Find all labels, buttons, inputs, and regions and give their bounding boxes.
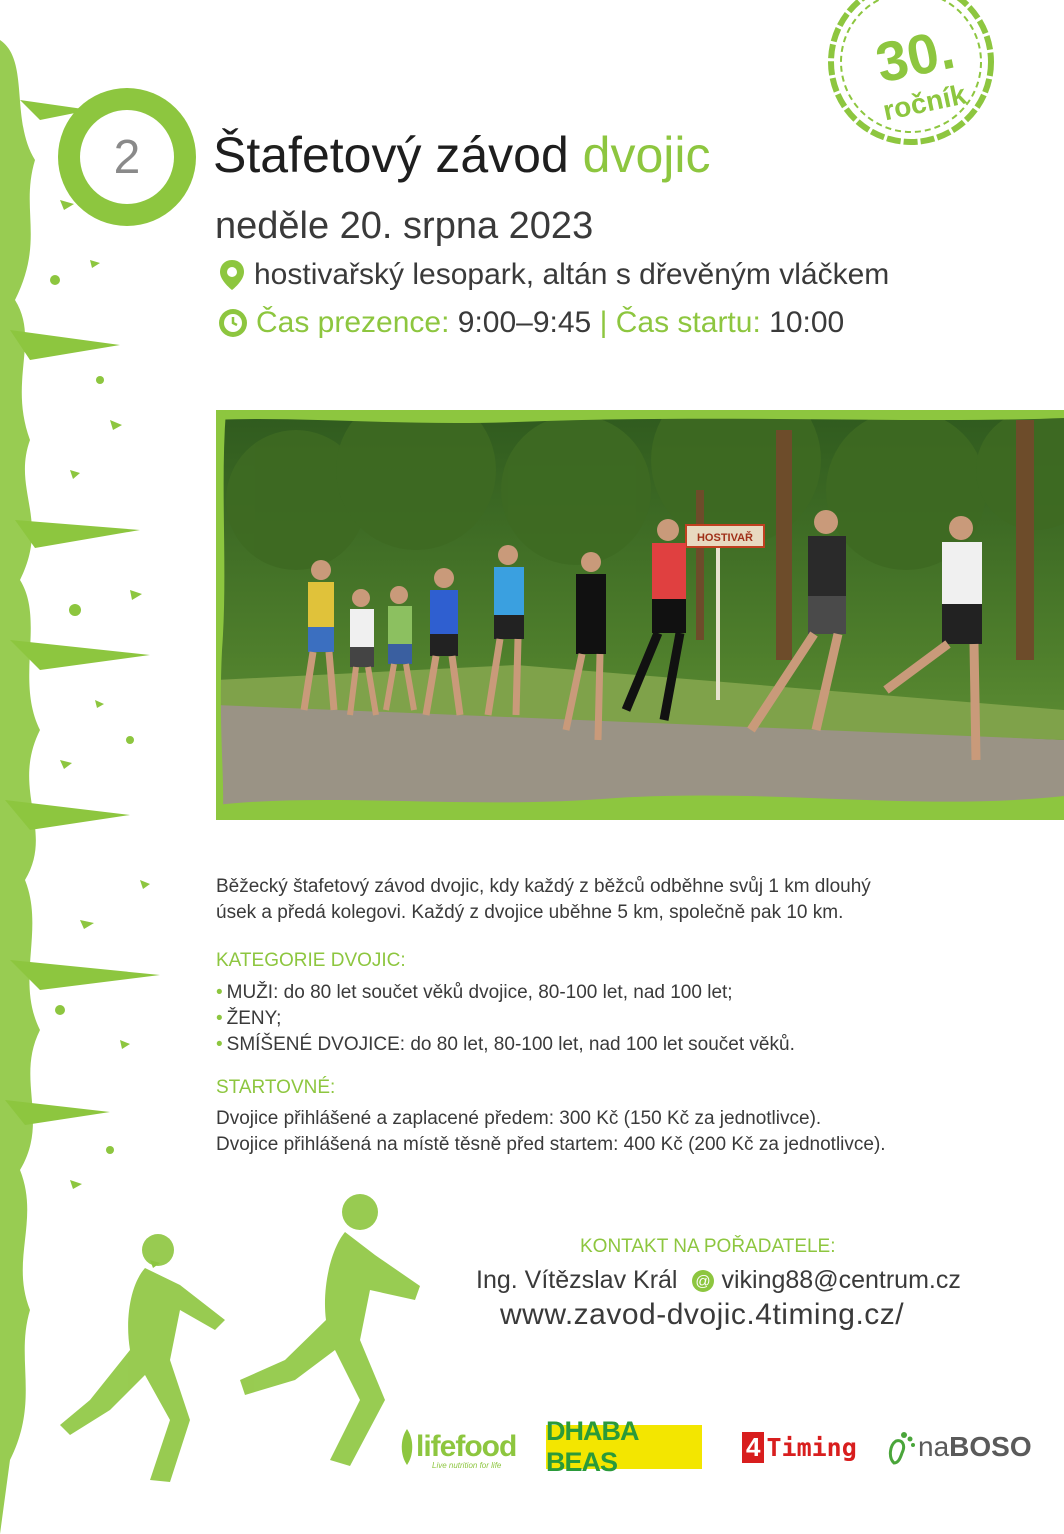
email-at-icon bbox=[691, 1269, 715, 1293]
start-value: 10:00 bbox=[769, 306, 845, 339]
list-item bbox=[216, 1032, 795, 1058]
event-date: neděle 20. srpna 2023 bbox=[215, 205, 594, 247]
title-main: Štafetový závod bbox=[213, 127, 569, 183]
contact-heading: KONTAKT NA POŘADATELE: bbox=[580, 1236, 836, 1257]
number-badge bbox=[58, 88, 196, 226]
categories-heading: KATEGORIE DVOJIC: bbox=[216, 950, 406, 971]
website-link[interactable]: www.zavod-dvojic.4timing.cz/ bbox=[500, 1298, 905, 1331]
dhaba-beas-name: DHABA BEAS bbox=[546, 1416, 638, 1477]
lifefood-tagline: Live nutrition for life bbox=[432, 1461, 502, 1470]
sponsor-naboso bbox=[884, 1425, 1032, 1469]
page-title bbox=[213, 126, 711, 184]
edition-number: 30. bbox=[870, 16, 960, 95]
edition-stamp bbox=[816, 0, 1006, 150]
bullet-icon: • bbox=[216, 1008, 223, 1029]
race-photo bbox=[216, 410, 1064, 820]
time-separator: | bbox=[599, 306, 608, 339]
category-label: MUŽI: bbox=[226, 982, 279, 1003]
sponsor-dhaba-beas bbox=[546, 1416, 702, 1477]
lifefood-leaf-icon bbox=[398, 1427, 416, 1467]
categories-list bbox=[216, 980, 795, 1058]
fee-line-2: Dvojice přihlášená na místě těsně před startem: 400 Kč (200 Kč za jednotlivce). bbox=[216, 1134, 886, 1155]
bullet-icon: • bbox=[216, 982, 223, 1003]
fee-details bbox=[216, 1106, 886, 1158]
list-item bbox=[216, 1006, 795, 1032]
naboso-boso: BOSO bbox=[949, 1431, 1032, 1462]
title-highlight: dvojic bbox=[582, 127, 711, 183]
lifefood-name: lifefood bbox=[416, 1430, 517, 1463]
location-pin-icon bbox=[218, 259, 246, 291]
category-label: ŽENY; bbox=[226, 1008, 282, 1029]
location-text: hostivařský lesopark, altán s dřevěným vláčkem bbox=[254, 258, 890, 291]
category-text: do 80 let, 80-100 let, nad 100 let součet věků. bbox=[405, 1034, 795, 1055]
fee-heading: STARTOVNÉ: bbox=[216, 1077, 336, 1098]
list-item bbox=[216, 980, 795, 1006]
start-label: Čas startu: bbox=[615, 306, 761, 339]
contact-name: Ing. Vítězslav Král bbox=[476, 1266, 678, 1294]
contact-email[interactable]: viking88@centrum.cz bbox=[721, 1266, 961, 1294]
naboso-na: na bbox=[918, 1431, 950, 1462]
photo-sign-text: HOSTIVAŘ bbox=[696, 532, 754, 544]
bullet-icon: • bbox=[216, 1034, 223, 1055]
time-line bbox=[218, 306, 844, 340]
timing-text: Timing bbox=[766, 1432, 857, 1462]
category-text: do 80 let součet věků dvojice, 80-100 let, nad 100 let; bbox=[278, 982, 733, 1003]
registration-value: 9:00–9:45 bbox=[457, 306, 592, 339]
timing-four: 4 bbox=[742, 1432, 764, 1463]
registration-label: Čas prezence: bbox=[256, 306, 450, 339]
edition-word: ročník bbox=[880, 78, 969, 127]
description bbox=[216, 874, 871, 926]
clock-icon bbox=[218, 308, 248, 338]
svg-text:@: @ bbox=[695, 1272, 712, 1290]
category-label: SMÍŠENÉ DVOJICE: bbox=[226, 1034, 406, 1055]
contact-line bbox=[476, 1266, 961, 1295]
description-line-2: úsek a předá kolegovi. Každý z dvojice uběhne 5 km, společně pak 10 km. bbox=[216, 902, 844, 923]
location-line bbox=[218, 258, 889, 292]
sponsor-lifefood bbox=[398, 1425, 516, 1469]
sponsor-4timing bbox=[742, 1425, 857, 1469]
fee-line-1: Dvojice přihlášené a zaplacené předem: 300 Kč (150 Kč za jednotlivce). bbox=[216, 1108, 822, 1129]
runners-silhouette bbox=[30, 1190, 430, 1490]
description-line-1: Běžecký štafetový závod dvojic, kdy každý z běžců odběhne svůj 1 km dlouhý bbox=[216, 876, 871, 897]
footprint-icon bbox=[884, 1427, 918, 1467]
badge-number: 2 bbox=[80, 110, 174, 204]
